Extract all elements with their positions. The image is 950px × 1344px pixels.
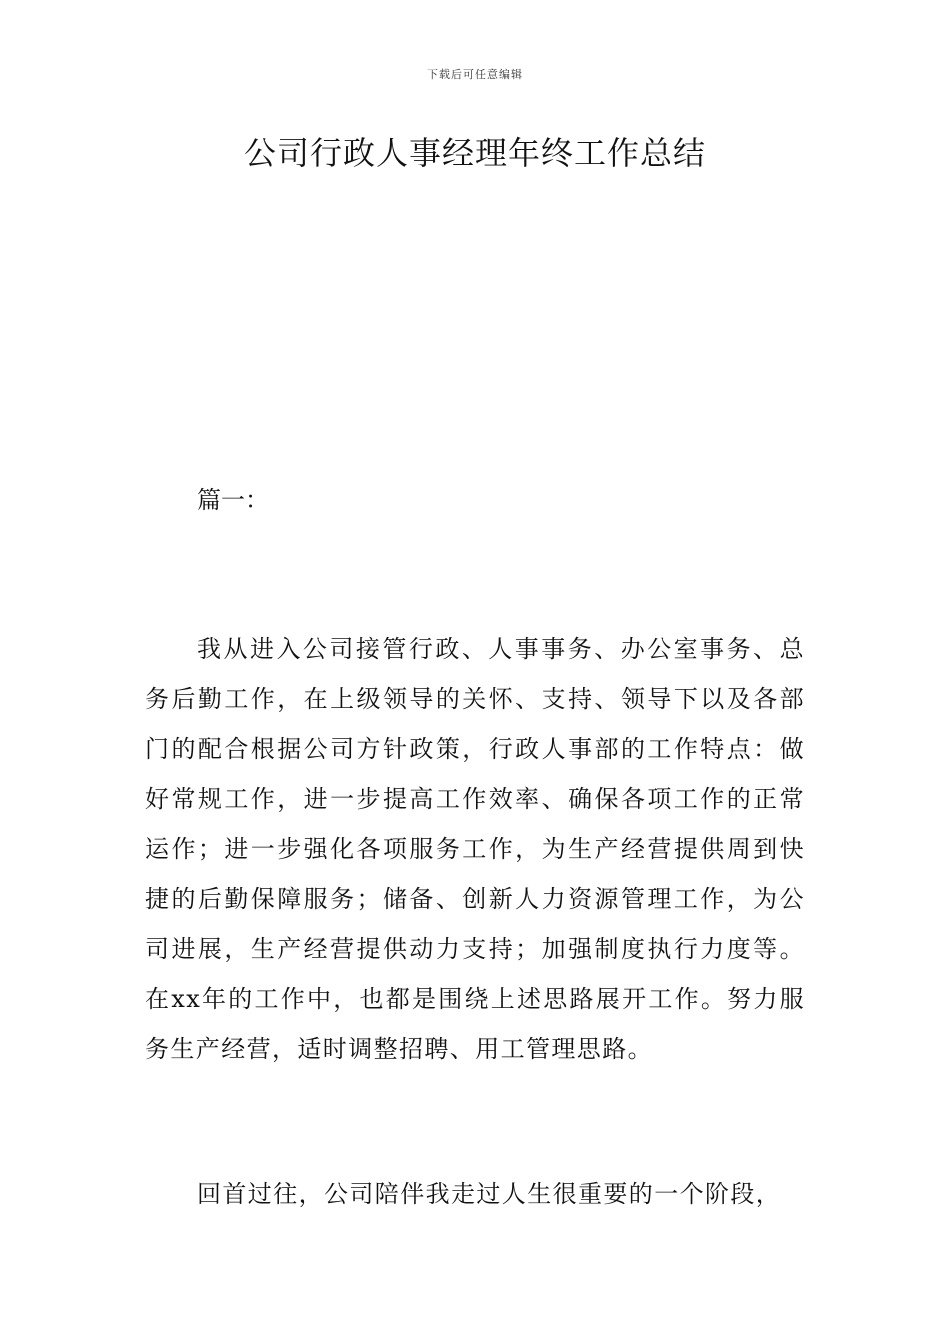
body-paragraph: 我从进入公司接管行政、人事事务、办公室事务、总务后勤工作，在上级领导的关怀、支持、领导下以及各部门的配合根据公司方针政策，行政人事部的工作特点：做好常规工作，进一步提高工作效率、确保各项工作的正常运作；进一步强化各项服务工作，为生产经营提供周到快捷的后勤保障服务；储备、创新人力资源管理工作，为公司进展，生产经营提供动力支持；加强制度执行力度等。在xx年的工作中，也都是围绕上述思路展开工作。努力服务生产经营，适时调整招聘、用工管理思路。 <box>145 635 805 1063</box>
body-paragraph: 回首过往，公司陪伴我走过人生很重要的一个阶段， <box>197 1180 782 1208</box>
document-title: 公司行政人事经理年终工作总结 <box>243 134 706 172</box>
section-label: 篇一： <box>197 486 269 514</box>
header-note: 下载后可任意编辑 <box>427 68 523 81</box>
